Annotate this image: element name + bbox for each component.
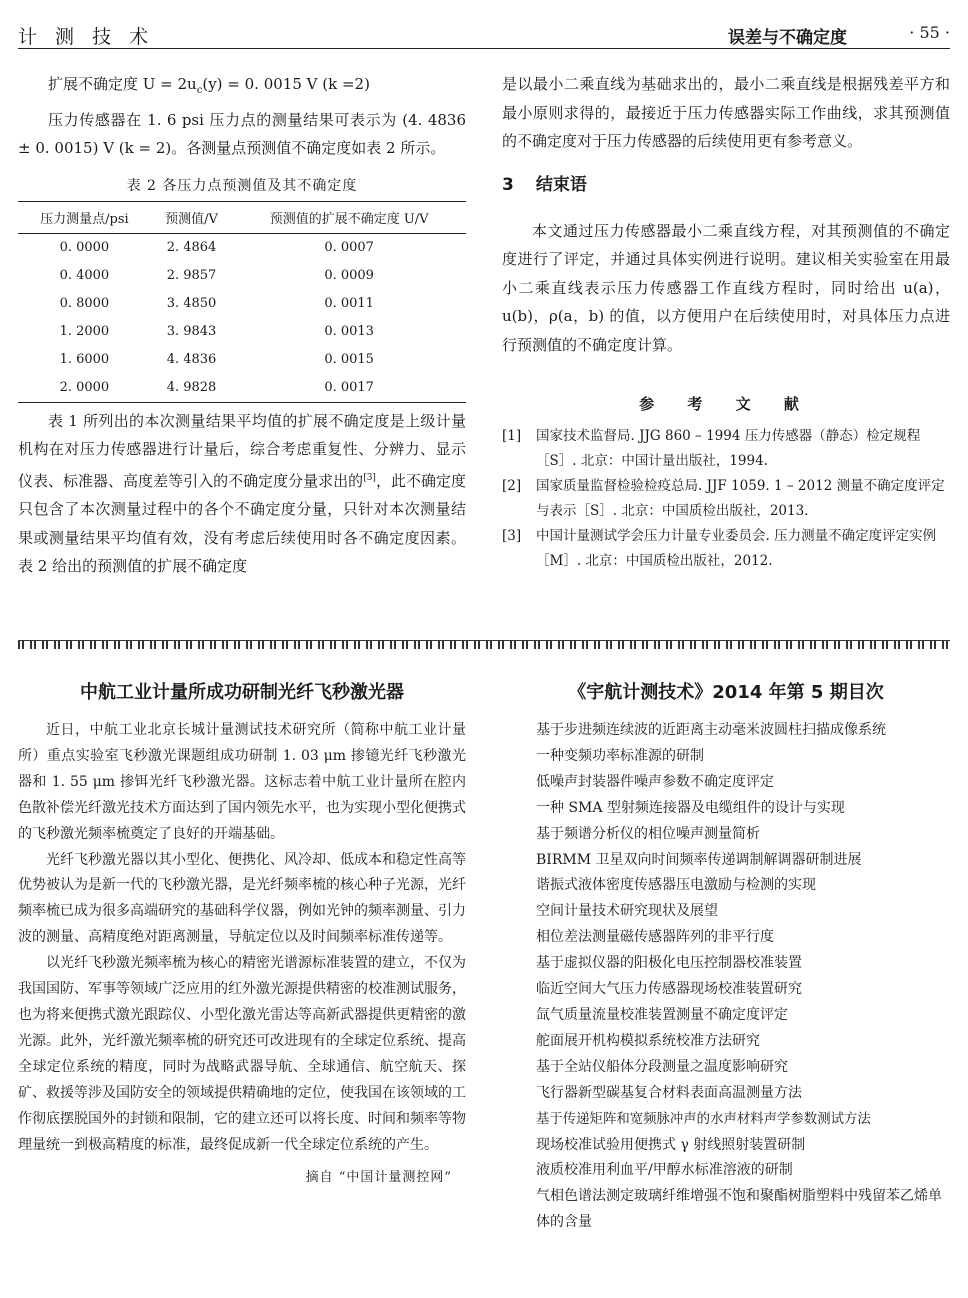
table-cell: 4. 9828 (151, 374, 232, 403)
table-cell: 0. 0000 (59, 240, 110, 255)
toc-item: BIRMM 卫星双向时间频率传递调制解调器研制进展 (536, 851, 862, 868)
table-cell: 2. 9857 (166, 268, 217, 283)
toc-item: 现场校准试验用便携式 γ 射线照射装置研制 (536, 1136, 806, 1153)
page-number: · 55 · (909, 23, 950, 42)
toc-item: 临近空间大气压力传感器现场校准装置研究 (536, 981, 802, 998)
table-cell: 0. 0015 (324, 352, 374, 367)
continuation-paragraph: 是以最小二乘直线为基础求出的，最小二乘直线是根据残差平方和最小原则求得的，最接近于压力传感器实际工作曲线，求其预测值的不确定度对于压力传感器的后续使用更有参考意义。 (502, 75, 950, 150)
table-row (18, 318, 466, 346)
table-header: 预测值/V (151, 201, 232, 233)
table-cell: 2. 4864 (166, 240, 217, 255)
table-header: 压力测量点/psi (18, 201, 151, 233)
reference-item: [2] 国家质量监督检验检疫总局. JJF 1059. 1 – 2012 测量不确定度评定与表示［S］. 北京：中国质检出版社，2013. (502, 478, 945, 519)
table-cell: 3. 4850 (166, 296, 217, 311)
news-paragraph: 光纤飞秒激光器以其小型化、便携化、风冷却、低成本和稳定性高等优势被认为是新一代的飞秒激光器，是光纤频率梳的核心种子光源，光纤频率梳已成为很多高端研究的基础科学仪器，例如光钟的频率测量、引力波的测量、高精度绝对距离测量，导航定位以及时间频率标准传递等。 (18, 851, 466, 946)
toc-item: 基于频谱分析仪的相位噪声测量简析 (536, 825, 760, 842)
toc-item: 基于传递矩阵和宽频脉冲声的水声材料声学参数测试方法 (536, 1111, 871, 1127)
expanded-uncertainty-line: 扩展不确定度 $U = 2u_c(y) = 0$. 0015 V (k =2) (48, 75, 370, 96)
news-source: 摘自 “中国计量测控网” (305, 1170, 452, 1186)
news-paragraph: 近日，中航工业北京长城计量测试技术研究所（简称中航工业计量所）重点实验室飞秒激光课题组成功研制 1. 03 μm 掺镱光纤飞秒激光器和 1. 55 μm 掺铒光纤飞秒激光器。这标志着中航工业计量所在腔内色散补偿光纤激光技术方面达到了国内领先水平，也为实现小型化便携式的飞秒激光频率梳奠定了良好的开端基础。 (18, 722, 466, 842)
section-title: 误差与不确定度 (728, 28, 847, 48)
table-caption: 表 2 各压力点预测值及其不确定度 (126, 177, 358, 194)
table-row (18, 346, 466, 374)
toc-item: 氙气质量流量校准装置测量不确定度评定 (536, 1006, 788, 1023)
reference-item: [3] 中国计量测试学会压力计量专业委员会. 压力测量不确定度评定实例［M］. 北京：中国质检出版社，2012. (502, 528, 937, 569)
right-column (502, 70, 950, 574)
table-cell: 0. 0013 (324, 324, 374, 339)
page-header (18, 14, 950, 49)
table-row (18, 374, 466, 403)
table-header: 预测值的扩展不确定度 U/V (232, 201, 466, 233)
toc-item: 一种 SMA 型射频连接器及电缆组件的设计与实现 (536, 799, 845, 816)
toc-item: 飞行器新型碳基复合材料表面高温测量方法 (536, 1084, 802, 1101)
decorative-divider (18, 640, 950, 649)
table-cell: 1. 6000 (59, 352, 110, 367)
toc-item: 相位差法测量磁传感器阵列的非平行度 (536, 929, 774, 946)
table-cell: 3. 9843 (166, 324, 217, 339)
table-cell: 0. 4000 (59, 268, 110, 283)
news-paragraph: 以光纤飞秒激光频率梳为核心的精密光谱源标准装置的建立，不仅为我国国防、军事等领域广泛应用的红外激光源提供精密的校准测试服务，也为将来便携式激光跟踪仪、小型化激光雷达等高新武器提供更精密的激光源。此外，光纤激光频率梳的研究还可改进现有的全球定位系统、提高全球定位系统的精度，同时为战略武器导航、全球通信、航空航天、探矿、救援等涉及国防安全的领域提供精确地的定位，使我国在该领域的工作彻底摆脱国外的封锁和限制，它的建立还可以将长度、时间和频率等物理量统一到极高精度的标准，最终促成新一代全球定位系统的产生。 (18, 955, 466, 1153)
table-cell: 0. 8000 (59, 296, 110, 311)
references-heading: 参 考 文 献 (639, 395, 813, 413)
toc-item: 空间计量技术研究现状及展望 (536, 903, 718, 920)
toc-item: 基于步进频连续波的近距离主动毫米波圆柱扫描成像系统 (536, 722, 886, 738)
table-cell: 1. 2000 (59, 324, 110, 339)
table-row (18, 290, 466, 318)
journal-name: 计 测 技 术 (18, 26, 155, 48)
toc-item: 基于全站仪船体分段测量之温度影响研究 (536, 1058, 788, 1075)
table-cell: 4. 4836 (166, 352, 217, 367)
conclusion-paragraph: 本文通过压力传感器最小二乘直线方程，对其预测值的不确定度进行了评定，并通过具体实例进行说明。建议相关实验室在用最小二乘直线表示压力传感器工作直线方程时，同时给出 u(a)，u(b)，ρ(a，b) 的值，以方便用户在后续使用时，对具体压力点进行预测值的不确定度计算。 (502, 221, 950, 354)
toc-item: 谐振式液体密度传感器压电激励与检测的实现 (536, 877, 816, 894)
toc-title: 《宇航计测技术》2014 年第 5 期目次 (568, 682, 884, 703)
toc-item: 气相色谱法测定玻璃纤维增强不饱和聚酯树脂塑料中残留苯乙烯单体的含量 (536, 1188, 942, 1231)
result-paragraph: 压力传感器在 1. 6 psi 压力点的测量结果可表示为 (4. 4836 ± 0. 0015) V (k = 2)。各测量点预测值不确定度如表 2 所示。 (18, 110, 466, 157)
left-column (18, 70, 466, 581)
table-cell: 0. 0011 (324, 296, 374, 311)
table-of-contents (502, 678, 950, 1236)
table-row (18, 262, 466, 290)
citation-ref: [3] (363, 472, 376, 483)
toc-item: 低噪声封装器件噪声参数不确定度评定 (536, 773, 774, 790)
uncertainty-table (18, 201, 466, 403)
section-heading: 3 结束语 (502, 174, 587, 195)
table-cell: 0. 0007 (324, 240, 374, 255)
table1-discussion-paragraph: 表 1 所列出的本次测量结果平均值的扩展不确定度是上级计量机构在对压力传感器进行计量后，综合考虑重复性、分辨力、显示仪表、标准器、高度差等引入的不确定度分量求出的[3]，此不确定度只包含了本次测量过程中的各个不确定度分量，只针对本次测量结果或测量结果平均值有效，没有考虑后续使用时各不确定度因素。表 2 给出的预测值的扩展不确定度 (18, 411, 466, 575)
news-title: 中航工业计量所成功研制光纤飞秒激光器 (80, 682, 404, 703)
toc-item: 舵面展开机构模拟系统校准方法研究 (536, 1032, 760, 1049)
table-cell: 0. 0009 (324, 268, 374, 283)
table-cell: 2. 0000 (18, 374, 151, 403)
table-row (18, 233, 466, 262)
table-header-row (18, 201, 466, 233)
toc-item: 一种变频功率标准源的研制 (536, 747, 704, 764)
table-cell: 0. 0017 (232, 374, 466, 403)
reference-item: [1] 国家技术监督局. JJG 860 – 1994 压力传感器（静态）检定规程［S］. 北京：中国计量出版社，1994. (502, 428, 921, 469)
toc-item: 基于虚拟仪器的阳极化电压控制器校准装置 (536, 955, 802, 972)
toc-item: 液质校准用利血平/甲醇水标准溶液的研制 (536, 1162, 793, 1179)
news-article (18, 678, 466, 1185)
